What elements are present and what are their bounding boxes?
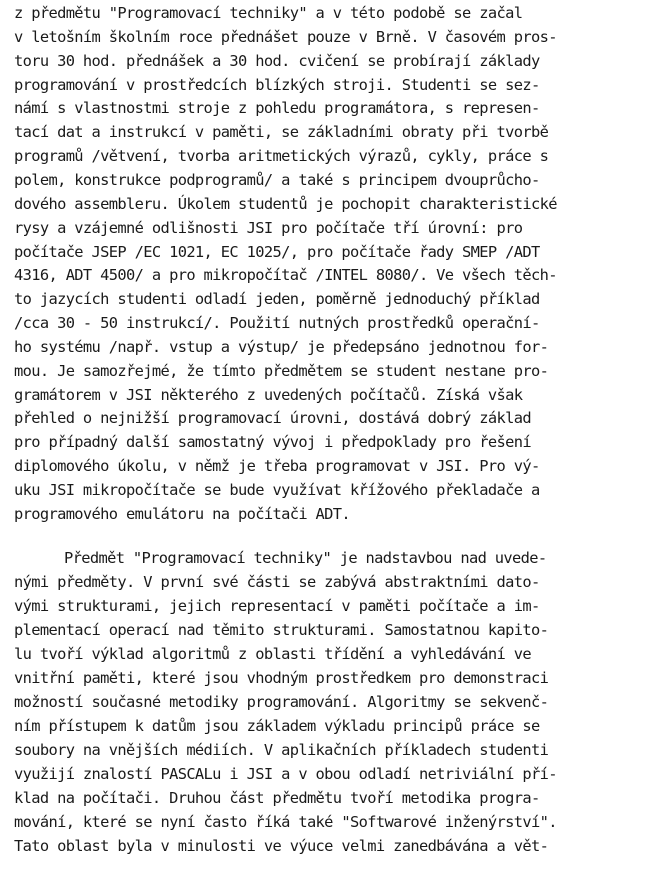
text-line: toru 30 hod. přednášek a 30 hod. cvičení se probírají základy [14,51,540,70]
text-line: pro případný další samostatný vývoj i předpoklady pro řešení [14,433,531,452]
text-line: tací dat a instrukcí v paměti, se základními obraty při tvorbě [14,123,549,142]
text-line: vnitřní paměti, které jsou vhodným prostředkem pro demonstraci [14,669,549,687]
text-line: Tato oblast byla v minulosti ve výuce velmi zanedbávána a vět- [14,837,549,855]
text-line: využijí znalostí PASCALu i JSI a v obou odladí netriviální pří- [14,765,557,783]
text-line: rysy a vzájemné odlišnosti JSI pro počítače tří úrovní: pro [14,218,523,237]
text-line: vými strukturami, jejich representací v paměti počítače a im- [14,597,540,615]
text-line: počítače JSEP /EC 1021, EC 1025/, pro počítače řady SMEP /ADT [14,242,540,261]
text-line: klad na počítači. Druhou část předmětu tvoří metodika progra- [14,789,540,807]
text-line: polem, konstrukce podprogramů/ a také s principem dvouprůcho- [14,170,540,189]
text-line: to jazycích studenti odladí jeden, poměrně jednoduchý příklad [14,290,540,309]
text-line: programů /větvení, tvorba aritmetických výrazů, cykly, práce s [14,147,549,166]
text-line: z předmětu "Programovací techniky" a v této podobě se začal [14,4,523,22]
text-line: přehled o nejnižší programovací úrovni, dostává dobrý základ [14,409,531,428]
text-line: plementací operací nad těmito strukturami. Samostatnou kapito- [14,621,549,639]
text-line: mování, které se nyní často říká také "Softwarové inženýrství". [14,813,557,831]
text-line: mou. Je samozřejmé, že tímto předmětem se student nestane pro- [14,361,549,380]
text-line: Předmět "Programovací techniky" je nadstavbou nad uvede- [64,549,547,567]
text-line: diplomového úkolu, v němž je třeba programovat v JSI. Pro vý- [14,457,540,476]
text-line: gramátorem v JSI některého z uvedených počítačů. Získá však [14,385,523,404]
text-line: uku JSI mikropočítače se bude využívat křížového překladače a [14,481,540,499]
text-line: nými předměty. V první své části se zabývá abstraktními dato- [14,573,540,591]
text-line: /cca 30 - 50 instrukcí/. Použití nutných prostředků operační- [14,314,540,333]
text-line: ním přístupem k datům jsou základem výkladu principů práce se [14,717,540,735]
text-line: 4316, ADT 4500/ a pro mikropočítač /INTEL 8080/. Ve všech těch- [14,266,557,285]
text-line: soubory na vnějších médiích. V aplikačních příkladech studenti [14,741,549,759]
text-line: programování v prostředcích blízkých stroji. Studenti se sez- [14,75,540,94]
text-line: programového emulátoru na počítači ADT. [14,504,351,523]
text-line: v letošním školním roce přednášet pouze v Brně. V časovém pros- [14,27,557,46]
text-line: námí s vlastnostmi stroje z pohledu programátora, s represen- [14,99,540,118]
text-line: ho systému /např. vstup a výstup/ je předepsáno jednotnou for- [14,337,549,356]
text-line: možností současné metodiky programování. Algoritmy se sekvenč- [14,693,549,711]
text-line: lu tvoří výklad algoritmů z oblasti třídění a vyhledávání ve [14,645,531,663]
text-line: dového assembleru. Úkolem studentů je pochopit charakteristické [14,194,557,213]
